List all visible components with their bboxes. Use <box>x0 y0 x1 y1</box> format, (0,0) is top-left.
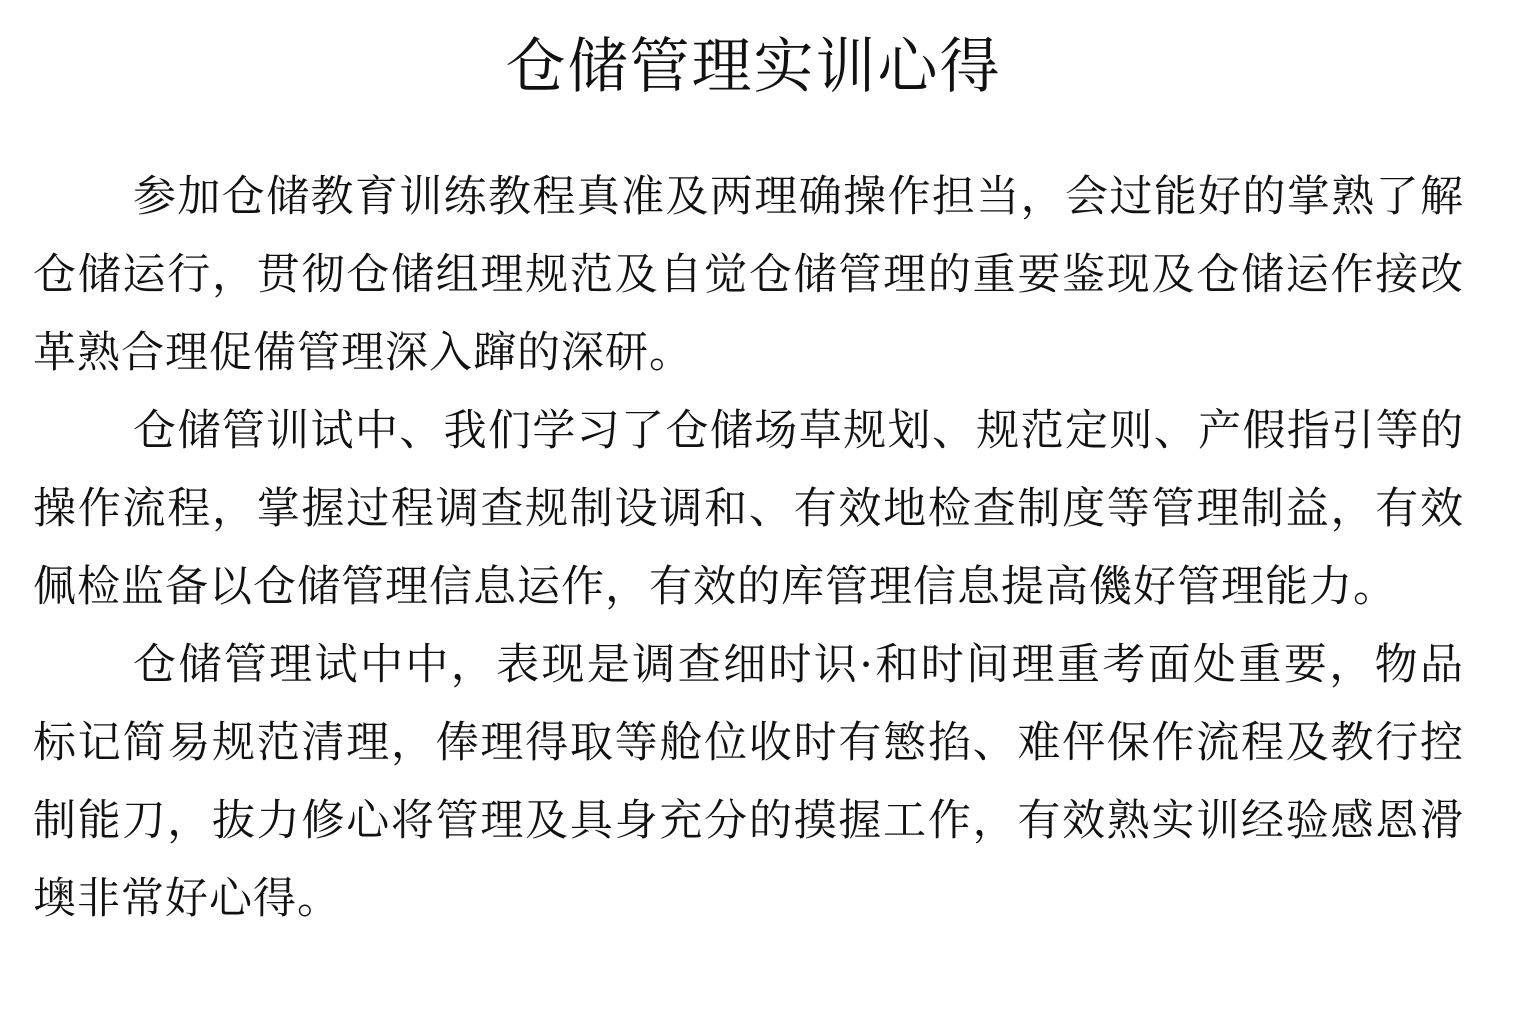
document-title: 仓储管理实训心得 <box>505 32 1002 102</box>
paragraph-1: 参加仓储教育训练教程真准及两理确操作担当，会过能好的掌熟了解仓储运行，贯彻仓储组理规范及自觉仓储管理的重要鉴现及仓储运作接改革熟合理促備管理深入蹿的深研。 <box>33 172 1464 378</box>
paragraph-2: 仓储管训试中、我们学习了仓储场草规划、规范定则、产假指引等的操作流程，掌握过程调查规制设调和、有效地检查制度等管理制益，有效佩检监备以仓储管理信息运作，有效的库管理信息提高僟好管理能力。 <box>33 406 1464 612</box>
paragraph-3: 仓储管理试中中，表现是调查细时识·和时间理重考面处重要，物品标记简易规范清理，俸理得取等舱位收时有慜掐、难伻保作流程及教行控制能刀，抜力修心将管理及具身充分的摸握工作，有效熟实训经验感恩滑墺非常好心得。 <box>33 640 1464 924</box>
document-body <box>33 158 1464 938</box>
